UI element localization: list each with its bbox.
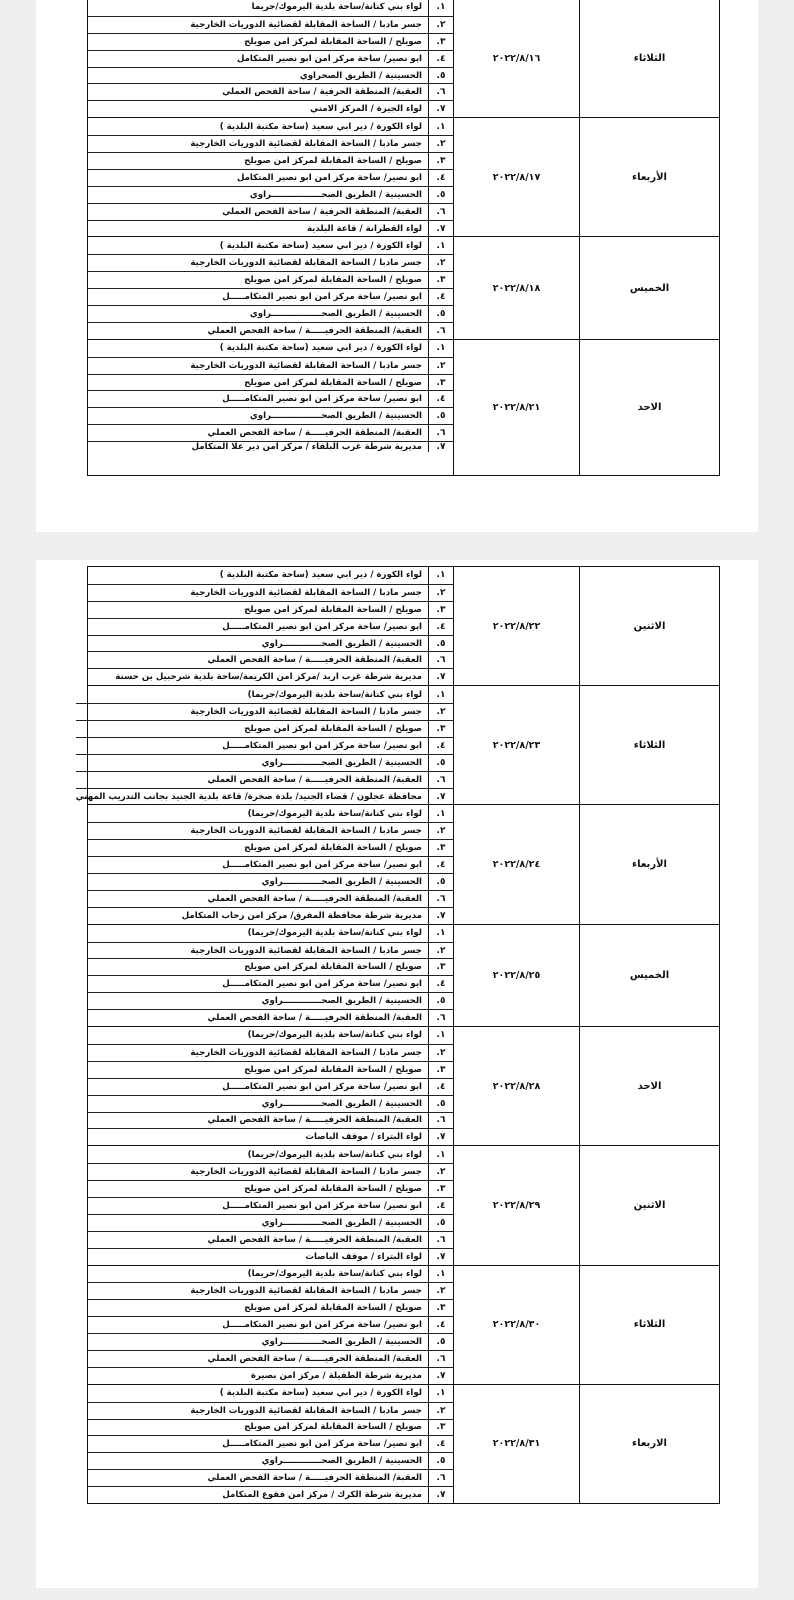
- day-cell: الاثنين: [579, 567, 719, 685]
- location-text: ابو نصير/ ساحة مركز امن ابو نصير المتكامـــــل: [222, 292, 422, 303]
- row-number: ١.: [428, 567, 453, 584]
- location-text: العقبة/ المنطقة الحرفيـــــة / ساحة الفحص العملي: [207, 1234, 422, 1245]
- row-number: ٣.: [428, 1181, 453, 1197]
- location-text: صويلح / الساحة المقابلة لمركز امن صويلح: [244, 377, 422, 388]
- location-row: [88, 424, 453, 441]
- location-text: مديرية شرطة غرب البلقاء / مركز امن دير علا المتكامل: [191, 442, 422, 453]
- row-number: ٤.: [428, 619, 453, 635]
- location-row: [88, 567, 453, 584]
- location-list: [88, 340, 453, 475]
- location-row: [88, 33, 453, 50]
- row-number: ٣.: [428, 272, 453, 288]
- row-number: ٦.: [428, 425, 453, 441]
- location-row: [76, 737, 453, 754]
- location-text: الحسينية / الطريق الصحـــــــــــــراوي: [261, 996, 422, 1007]
- row-number: ٥.: [428, 306, 453, 322]
- location-row: [88, 16, 453, 33]
- row-number: ٦.: [428, 204, 453, 220]
- row-number: ٧.: [428, 221, 453, 237]
- row-number: ١.: [428, 340, 453, 357]
- row-number: ٧.: [428, 1368, 453, 1384]
- location-text: ابو نصير/ ساحة مركز امن ابو نصير المتكامـــــل: [222, 1439, 422, 1450]
- row-number: ٤.: [428, 391, 453, 407]
- location-list: [88, 925, 453, 1026]
- location-row: [88, 288, 453, 305]
- location-row: [88, 1316, 453, 1333]
- row-number: ٦.: [428, 772, 453, 788]
- location-row: [88, 1128, 453, 1145]
- location-text: جسر مادبا / الساحة المقابلة لقضائية الدوريات الخارجية: [190, 1047, 422, 1058]
- row-number: ٢.: [428, 1045, 453, 1061]
- location-list: [88, 1027, 453, 1145]
- row-number: ٥.: [428, 68, 453, 84]
- location-row: [88, 618, 453, 635]
- location-row: [88, 254, 453, 271]
- location-text: العقبة/ المنطقة الحرفيـــــة / ساحة الفحص العملي: [207, 655, 422, 666]
- location-text: العقبة/ المنطقة الحرفية / ساحة الفحص العملي: [222, 206, 422, 217]
- location-text: ابو نصير/ ساحة مركز امن ابو نصير المتكامـــــل: [222, 979, 422, 990]
- location-row: [88, 322, 453, 339]
- location-text: ابو نصير/ ساحة مركز امن ابو نصير المتكامـــــل: [222, 1081, 422, 1092]
- row-number: ٢.: [428, 704, 453, 720]
- date-cell: ٢٠٢٢/٨/٢١: [453, 340, 579, 475]
- location-text: الحسينية / الطريق الصحـــــــــــــراوي: [261, 1337, 422, 1348]
- location-row: [88, 1435, 453, 1452]
- location-text: العقبة/ المنطقة الحرفيـــــة / ساحة الفحص العملي: [207, 1473, 422, 1484]
- location-text: ابو نصير/ ساحة مركز امن ابو نصير المتكامـــــل: [222, 860, 422, 871]
- row-number: ٥.: [428, 187, 453, 203]
- row-number: ٦.: [428, 1232, 453, 1248]
- row-number: ٢.: [428, 358, 453, 374]
- location-row: [88, 873, 453, 890]
- location-row: [88, 958, 453, 975]
- location-row: [88, 441, 453, 475]
- date-cell: ٢٠٢٢/٨/١٨: [453, 237, 579, 338]
- row-number: ٣.: [428, 602, 453, 618]
- row-number: ٣.: [428, 1300, 453, 1316]
- location-row: [76, 788, 453, 805]
- row-number: ٧.: [428, 908, 453, 924]
- location-list: [88, 1385, 453, 1503]
- location-row: [88, 1452, 453, 1469]
- row-number: ٤.: [428, 1436, 453, 1452]
- day-group: [88, 924, 719, 1026]
- row-number: ٦.: [428, 1010, 453, 1026]
- row-number: ١.: [428, 1146, 453, 1163]
- date-cell: ٢٠٢٢/٨/١٦: [453, 0, 579, 117]
- row-number: ٢.: [428, 1164, 453, 1180]
- row-number: ٢.: [428, 585, 453, 601]
- location-row: [88, 805, 453, 822]
- location-text: ابو نصير/ ساحة مركز امن ابو نصير المتكامـــــل: [222, 394, 422, 405]
- location-row: [88, 1486, 453, 1503]
- location-text: صويلح / الساحة المقابلة لمركز امن صويلح: [244, 1184, 422, 1194]
- row-number: ٧.: [428, 101, 453, 117]
- location-row: [88, 890, 453, 907]
- location-row: [88, 118, 453, 135]
- location-text: جسر مادبا / الساحة المقابلة لقضائية الدوريات الخارجية: [190, 1405, 422, 1416]
- row-number: ٢.: [428, 255, 453, 271]
- date-cell: ٢٠٢٢/٨/٣٠: [453, 1266, 579, 1384]
- row-number: ٣.: [428, 959, 453, 975]
- date-cell: ٢٠٢٢/٨/٢٤: [453, 805, 579, 923]
- location-row: [88, 992, 453, 1009]
- location-text: الحسينية / الطريق الصحـــــــــــــراوي: [261, 1098, 422, 1109]
- location-row: [88, 203, 453, 220]
- row-number: ١.: [428, 1266, 453, 1283]
- location-text: لواء بني كنانة/ساحة بلدية اليرموك/حريما): [247, 928, 422, 939]
- location-row: [76, 686, 453, 703]
- location-text: لواء الكورة / دير ابي سعيد (ساحة مكتبة البلدية ): [219, 570, 422, 581]
- date-cell: ٢٠٢٢/٨/٣١: [453, 1385, 579, 1503]
- location-text: الحسينية / الطريق الصحـــــــــــــــــراوي: [249, 189, 422, 200]
- row-number: ٣.: [428, 1420, 453, 1436]
- location-row: [88, 584, 453, 601]
- date-cell: ٢٠٢٢/٨/٢٨: [453, 1027, 579, 1145]
- location-row: [88, 390, 453, 407]
- row-number: ٣.: [428, 721, 453, 737]
- location-row: [88, 1402, 453, 1419]
- location-row: [88, 1027, 453, 1044]
- row-number: ١.: [428, 925, 453, 942]
- location-list: [88, 1146, 453, 1264]
- location-text: العقبة/ المنطقة الحرفيـــــة / ساحة الفحص العملي: [207, 774, 422, 785]
- row-number: ٥.: [428, 636, 453, 652]
- location-row: [88, 601, 453, 618]
- location-row: [88, 1469, 453, 1486]
- row-number: ٤.: [428, 1317, 453, 1333]
- row-number: ٦.: [428, 652, 453, 668]
- row-number: ٧.: [428, 1129, 453, 1145]
- row-number: ٦.: [428, 84, 453, 100]
- location-text: صويلح / الساحة المقابلة لمركز امن صويلح: [244, 1422, 422, 1433]
- row-number: ١.: [428, 686, 453, 703]
- row-number: ٢.: [428, 17, 453, 33]
- row-number: ٢.: [428, 943, 453, 959]
- row-number: ٣.: [428, 375, 453, 391]
- location-text: الحسينية / الطريق الصحـــــــــــــراوي: [261, 876, 422, 887]
- location-row: [88, 340, 453, 357]
- row-number: ٣.: [428, 34, 453, 50]
- location-text: العقبة/ المنطقة الحرفيـــــة / ساحة الفحص العملي: [207, 893, 422, 904]
- day-cell: الثلاثاء: [579, 0, 719, 117]
- location-text: الحسينية / الطريق الصحـــــــــــــراوي: [261, 1456, 422, 1467]
- location-text: مديرية شرطة الطفيلة / مركز امن بصيرة: [250, 1370, 422, 1381]
- location-text: ابو نصير/ ساحة مركز امن ابو نصير المتكامـــــل: [222, 740, 422, 751]
- location-row: [88, 1231, 453, 1248]
- location-row: [88, 1044, 453, 1061]
- location-row: [76, 771, 453, 788]
- document-page-2: [36, 560, 758, 1588]
- row-number: ٥.: [428, 874, 453, 890]
- location-text: جسر مادبا / الساحة المقابلة لقضائية الدوريات الخارجية: [190, 1286, 422, 1297]
- row-number: ٧.: [428, 1487, 453, 1503]
- day-group: [88, 236, 719, 338]
- day-group: [75, 685, 719, 804]
- location-text: مديرية شرطة الكرك / مركز امن فقوع المتكامل: [222, 1490, 422, 1501]
- location-text: مديرية شرطة غرب اربد /مركز امن الكريمة/ساحة بلدية شرحبيل بن حسنة: [115, 672, 422, 683]
- day-cell: الاثنين: [579, 1146, 719, 1264]
- day-group: [88, 1026, 719, 1145]
- location-text: ابو نصير/ ساحة مركز امن ابو نصير المتكامـــــل: [222, 621, 422, 632]
- location-row: [88, 1009, 453, 1026]
- row-number: ٦.: [428, 1351, 453, 1367]
- location-row: [88, 220, 453, 237]
- row-number: ٥.: [428, 408, 453, 424]
- location-text: لواء الكورة / دير ابي سعيد (ساحة مكتبة البلدية ): [219, 240, 422, 251]
- row-number: ٥.: [428, 1334, 453, 1350]
- location-text: لواء القطرانة / قاعة البلدية: [306, 223, 422, 234]
- date-cell: ٢٠٢٢/٨/٢٣: [453, 686, 579, 804]
- row-number: ٦.: [428, 1113, 453, 1129]
- location-row: [88, 1419, 453, 1436]
- location-row: [88, 1112, 453, 1129]
- location-row: [88, 1146, 453, 1163]
- location-row: [88, 271, 453, 288]
- location-text: الحسينية / الطريق الصحـــــــــــــراوي: [261, 757, 422, 768]
- location-text: صويلح / الساحة المقابلة لمركز امن صويلح: [244, 1303, 422, 1314]
- location-row: [88, 135, 453, 152]
- row-number: ٧.: [428, 789, 453, 805]
- row-number: ٤.: [428, 1198, 453, 1214]
- location-row: [88, 942, 453, 959]
- row-number: ٧.: [428, 442, 453, 452]
- location-row: [88, 357, 453, 374]
- location-text: العقبة/ المنطقة الحرفيـــــة / ساحة الفحص العملي: [207, 1013, 422, 1024]
- location-text: صويلح / الساحة المقابلة لمركز امن صويلح: [244, 155, 422, 166]
- location-text: جسر مادبا / الساحة المقابلة لقضائية الدوريات الخارجية: [190, 826, 422, 837]
- location-text: محافظة عجلون / قضاء الجنيد/ بلدة صخرة/ قاعة بلدية الجنيد بجانب التدريب المهني: [75, 791, 422, 802]
- location-list: [88, 0, 453, 117]
- schedule-table: [87, 0, 720, 476]
- location-list: [88, 118, 453, 236]
- location-row: [88, 1095, 453, 1112]
- day-group: [88, 567, 719, 685]
- location-row: [88, 305, 453, 322]
- row-number: ٥.: [428, 1215, 453, 1231]
- day-group: [88, 1145, 719, 1264]
- location-text: لواء بني كنانة/ساحة بلدية اليرموك/حريما): [247, 689, 422, 700]
- row-number: ٦.: [428, 1470, 453, 1486]
- location-row: [88, 1214, 453, 1231]
- location-text: لواء الكورة / دير ابي سعيد (ساحة مكتبة البلدية ): [219, 121, 422, 132]
- row-number: ٤.: [428, 51, 453, 67]
- location-text: صويلح / الساحة المقابلة لمركز امن صويلح: [244, 962, 422, 973]
- location-text: لواء بني كنانة/ساحة بلدية اليرموك/حريما): [247, 1149, 422, 1160]
- location-text: الحسينية / الطريق الصحـــــــــــــراوي: [261, 638, 422, 649]
- location-text: ابو نصير/ ساحة مركز امن ابو نصير المتكامـــــل: [222, 1200, 422, 1211]
- location-text: ابو نصير/ ساحة مركز امن ابو نصير المتكامـــــل: [222, 1320, 422, 1331]
- row-number: ٢.: [428, 1403, 453, 1419]
- row-number: ٤.: [428, 976, 453, 992]
- row-number: ١.: [428, 1385, 453, 1402]
- row-number: ١.: [428, 237, 453, 254]
- day-group: [88, 339, 719, 475]
- location-text: صويلح / الساحة المقابلة لمركز امن صويلح: [244, 604, 422, 615]
- location-row: [88, 67, 453, 84]
- row-number: ٣.: [428, 153, 453, 169]
- location-text: الحسينية / الطريق الصحـــــــــــــــــراوي: [249, 411, 422, 422]
- location-row: [88, 1248, 453, 1265]
- day-cell: الأربعاء: [579, 118, 719, 236]
- row-number: ٤.: [428, 289, 453, 305]
- row-number: ٥.: [428, 1453, 453, 1469]
- row-number: ٢.: [428, 136, 453, 152]
- location-row: [88, 651, 453, 668]
- location-list: [88, 237, 453, 338]
- location-row: [88, 169, 453, 186]
- day-group: [88, 1384, 719, 1503]
- day-cell: الخميس: [579, 237, 719, 338]
- location-row: [88, 1061, 453, 1078]
- date-cell: ٢٠٢٢/٨/٢٩: [453, 1146, 579, 1264]
- location-row: [88, 152, 453, 169]
- location-text: الحسينية / الطريق الصحراوي: [299, 70, 422, 81]
- row-number: ٦.: [428, 323, 453, 339]
- location-text: لواء بني كنانة/ساحة بلدية اليرموك/حريما: [251, 2, 422, 13]
- location-row: [88, 839, 453, 856]
- date-cell: ٢٠٢٢/٨/١٧: [453, 118, 579, 236]
- location-text: العقبة/ المنطقة الحرفيـــــة / ساحة الفحص العملي: [207, 325, 422, 336]
- location-row: [88, 1333, 453, 1350]
- location-text: جسر مادبا / الساحة المقابلة لقضائية الدوريات الخارجية: [190, 707, 422, 718]
- day-cell: الاحد: [579, 1027, 719, 1145]
- day-cell: الاحد: [579, 340, 719, 475]
- location-row: [76, 703, 453, 720]
- row-number: ٥.: [428, 993, 453, 1009]
- location-row: [88, 1350, 453, 1367]
- row-number: ٧.: [428, 1249, 453, 1265]
- row-number: ٧.: [428, 669, 453, 685]
- location-text: العقبة/ المنطقة الحرفيـــــة / ساحة الفحص العملي: [207, 428, 422, 439]
- location-text: صويلح / الساحة المقابلة لمركز امن صويلح: [244, 1064, 422, 1075]
- row-number: ٦.: [428, 891, 453, 907]
- location-text: جسر مادبا / الساحة المقابلة لقضائية الدوريات الخارجية: [190, 19, 422, 30]
- location-row: [88, 1180, 453, 1197]
- location-row: [88, 83, 453, 100]
- row-number: ١.: [428, 118, 453, 135]
- location-row: [88, 0, 453, 16]
- row-number: ١.: [428, 1027, 453, 1044]
- location-text: لواء البتراء / موقف الباصات: [305, 1132, 422, 1143]
- location-row: [88, 856, 453, 873]
- location-row: [88, 822, 453, 839]
- location-list: [88, 567, 453, 685]
- location-list: [88, 805, 453, 923]
- location-text: الحسينية / الطريق الصحـــــــــــــــــراوي: [249, 308, 422, 319]
- location-text: الحسينية / الطريق الصحـــــــــــــراوي: [261, 1217, 422, 1228]
- location-row: [88, 1385, 453, 1402]
- location-row: [88, 1163, 453, 1180]
- location-text: جسر مادبا / الساحة المقابلة لقضائية الدوريات الخارجية: [190, 945, 422, 956]
- day-group: [88, 117, 719, 236]
- location-row: [88, 407, 453, 424]
- row-number: ٣.: [428, 1062, 453, 1078]
- location-text: صويلح / الساحة المقابلة لمركز امن صويلح: [244, 843, 422, 854]
- location-text: لواء الكورة / دير ابي سعيد (ساحة مكتبة البلدية ): [219, 343, 422, 354]
- location-text: لواء الجيزة / المركز الامني: [310, 104, 422, 115]
- location-text: لواء بني كنانة/ساحة بلدية اليرموك/حريما): [247, 1030, 422, 1041]
- location-text: العقبة/ المنطقة الحرفية / ساحة الفحص العملي: [222, 87, 422, 98]
- location-text: جسر مادبا / الساحة المقابلة لقضائية الدوريات الخارجية: [190, 258, 422, 269]
- location-row: [88, 186, 453, 203]
- location-row: [88, 925, 453, 942]
- location-text: ابو نصير/ ساحة مركز امن ابو نصير المتكامل: [236, 172, 422, 183]
- row-number: ٢.: [428, 1283, 453, 1299]
- location-row: [88, 635, 453, 652]
- location-row: [88, 1282, 453, 1299]
- location-row: [76, 720, 453, 737]
- schedule-table: [75, 566, 720, 1504]
- location-row: [88, 1078, 453, 1095]
- date-cell: ٢٠٢٢/٨/٢٢: [453, 567, 579, 685]
- location-row: [88, 50, 453, 67]
- location-list: [76, 686, 453, 804]
- location-row: [88, 907, 453, 924]
- location-row: [88, 975, 453, 992]
- location-text: لواء البتراء / موقف الباصات: [305, 1251, 422, 1262]
- location-text: جسر مادبا / الساحة المقابلة لقضائية الدوريات الخارجية: [190, 139, 422, 150]
- location-list: [88, 1266, 453, 1384]
- location-text: مديرية شرطة محافظة المفرق/ مركز امن رحاب المتكامل: [181, 910, 422, 921]
- location-row: [88, 668, 453, 685]
- location-text: صويلح / الساحة المقابلة لمركز امن صويلح: [244, 36, 422, 47]
- location-text: لواء الكورة / دير ابي سعيد (ساحة مكتبة البلدية ): [219, 1388, 422, 1399]
- date-cell: ٢٠٢٢/٨/٢٥: [453, 925, 579, 1026]
- row-number: ٤.: [428, 738, 453, 754]
- location-text: جسر مادبا / الساحة المقابلة لقضائية الدوريات الخارجية: [190, 587, 422, 598]
- day-group: [88, 0, 719, 117]
- row-number: ٤.: [428, 1079, 453, 1095]
- day-group: [88, 1265, 719, 1384]
- location-row: [88, 237, 453, 254]
- row-number: ٤.: [428, 170, 453, 186]
- row-number: ٤.: [428, 857, 453, 873]
- location-text: لواء بني كنانة/ساحة بلدية اليرموك/حريما): [247, 808, 422, 819]
- row-number: ٢.: [428, 823, 453, 839]
- document-page-1: [36, 0, 758, 532]
- day-cell: الاربعاء: [579, 1385, 719, 1503]
- location-text: جسر مادبا / الساحة المقابلة لقضائية الدوريات الخارجية: [190, 360, 422, 371]
- location-text: ابو نصير/ ساحة مركز امن ابو نصير المتكامل: [236, 53, 422, 64]
- location-row: [88, 1266, 453, 1283]
- location-row: [88, 374, 453, 391]
- location-text: لواء بني كنانة/ساحة بلدية اليرموك/حريما): [247, 1268, 422, 1279]
- day-group: [88, 804, 719, 923]
- day-cell: الخميس: [579, 925, 719, 1026]
- location-text: العقبة/ المنطقة الحرفيـــــة / ساحة الفحص العملي: [207, 1115, 422, 1126]
- location-row: [88, 1367, 453, 1384]
- row-number: ١.: [428, 805, 453, 822]
- day-cell: الثلاثاء: [579, 1266, 719, 1384]
- day-cell: الأربعاء: [579, 805, 719, 923]
- location-text: صويلح / الساحة المقابلة لمركز امن صويلح: [244, 275, 422, 286]
- location-row: [76, 754, 453, 771]
- row-number: ٥.: [428, 1096, 453, 1112]
- location-text: جسر مادبا / الساحة المقابلة لقضائية الدوريات الخارجية: [190, 1167, 422, 1178]
- location-text: صويلح / الساحة المقابلة لمركز امن صويلح: [244, 723, 422, 734]
- row-number: ٥.: [428, 755, 453, 771]
- row-number: ١.: [428, 0, 453, 16]
- location-row: [88, 1197, 453, 1214]
- location-row: [88, 1299, 453, 1316]
- location-row: [88, 100, 453, 117]
- day-cell: الثلاثاء: [579, 686, 719, 804]
- location-text: العقبة/ المنطقة الحرفيـــــة / ساحة الفحص العملي: [207, 1353, 422, 1364]
- row-number: ٣.: [428, 840, 453, 856]
